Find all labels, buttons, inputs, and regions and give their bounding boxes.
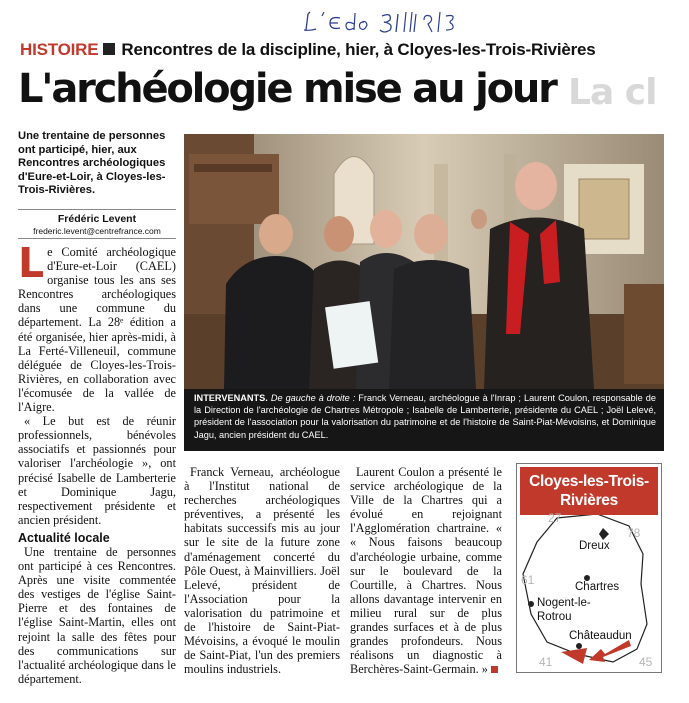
city-nogent-le-rotrou: Nogent-le-Rotrou bbox=[537, 597, 591, 623]
article-column-2 bbox=[184, 465, 340, 676]
city-chartres: Chartres bbox=[575, 581, 620, 593]
end-mark-icon bbox=[491, 666, 498, 673]
paragraph-2: « Le but est de réunir professionnels, bénévoles associatifs et passionnés pour valoriser l'archéologie », ont précisé Isabelle de Lamberterie et Dominique Jagu, respectivement présidente et ancien président. bbox=[18, 414, 176, 527]
author-email: frederic.levent@centrefrance.com bbox=[33, 226, 161, 236]
map-title: Cloyes-les-Trois-Rivières bbox=[520, 467, 658, 515]
article-column-3 bbox=[350, 465, 502, 676]
event-photo bbox=[184, 134, 664, 389]
paragraph-3: Une trentaine de personnes ont participé à ces Rencontres. Après une visite commentée des vestiges de l'église Saint-Pierre et des fontaines de l'église Saint-Martin, elles ont rejoint la salle des fêtes pour des communications sur l'actualité archéologique dans le département. bbox=[18, 544, 176, 686]
location-map bbox=[516, 463, 662, 673]
adjacent-headline-fragment: La cl bbox=[568, 72, 657, 113]
square-bullet-icon bbox=[103, 43, 115, 55]
byline bbox=[18, 213, 176, 236]
dept-number-27: 27 bbox=[548, 511, 562, 525]
dept-number-41: 41 bbox=[539, 655, 553, 669]
city-dreux: Dreux bbox=[579, 540, 610, 552]
handwritten-date-note bbox=[300, 8, 470, 38]
caption-text: Franck Verneau, archéologue à l'Inrap ; Laurent Coulon, responsable de la Direction de l'archéologie de Chartres Métropole ; Isabelle de Lamberterie, présidente du CAEL ; Joël Lelevé, président de l'association pour la valorisation du patrimoine et de l'histoire de Saint-Piat-Mévoisins, et Dominique Jagu, ancien président du CAEL. bbox=[194, 393, 656, 440]
chateaudun-marker bbox=[576, 643, 582, 649]
section-subhead: Actualité locale bbox=[18, 530, 110, 545]
city-chateaudun: Châteaudun bbox=[569, 630, 632, 642]
article-kicker bbox=[20, 40, 596, 60]
paragraph-1: e Comité archéologique d'Eure-et-Loir (CAEL) organise tous les ans ses Rencontres archéologiques dans une commune du département. La 28ᵉ édition a été organisée, hier après-midi, à La Ferté-Villeneuil, commune déléguée de Cloyes-les-Trois-Rivières, en collaboration avec l'écomusée de la vallée de l'Aigre. bbox=[18, 245, 176, 415]
dept-number-78: 78 bbox=[627, 526, 641, 540]
caption-label: INTERVENANTS. bbox=[194, 393, 268, 403]
drop-cap: L bbox=[18, 239, 45, 287]
kicker-subtitle: Rencontres de la discipline, hier, à Cloyes-les-Trois-Rivières bbox=[121, 40, 596, 59]
caption-direction: De gauche à droite : bbox=[270, 393, 356, 403]
photo-caption bbox=[184, 389, 664, 451]
category-label: HISTOIRE bbox=[20, 40, 99, 59]
article-column-1 bbox=[18, 239, 176, 686]
lead-divider bbox=[18, 209, 176, 210]
dept-number-45: 45 bbox=[639, 655, 653, 669]
article-lead: Une trentaine de personnes ont participé, hier, aux Rencontres archéologiques d'Eure-et-Loir, à Cloyes-les-Trois-Rivières. bbox=[18, 130, 166, 197]
cloyes-highlight bbox=[561, 648, 587, 664]
nogent-marker bbox=[528, 601, 534, 607]
column-3-text: Laurent Coulon a présenté le service archéologique de la Ville de la Chartres qui a évolué en rejoignant l'Agglomération chartraine. « « Nous faisons beaucoup d'archéologie urbaine, comme sur le boulevard de la Courtille, à Chartres. Nous allons davantage intervenir en milieu rural sur de plus grandes surfaces et à de plus grandes profondeurs. Nous réalisons un diagnostic à Berchères-Saint-Germain. » bbox=[350, 465, 502, 677]
author-name: Frédéric Levent bbox=[57, 213, 137, 225]
dept-number-61: 61 bbox=[521, 573, 535, 587]
article-headline: L'archéologie mise au jour bbox=[18, 66, 556, 112]
column-2-text: Franck Verneau, archéologue à l'Institut national de recherches archéologiques préventives, a présenté les habitats successifs mis au jour sur le site de la future zone d'aménagement concerté du Pôle Ouest, à Mainvilliers. Joël Lelevé, président de l'Association pour la valorisation du patrimoine et de l'histoire de Saint-Piat-Mévoisins, a évoqué le moulin de Saint-Piat, l'un des premiers moulins industriels. bbox=[184, 465, 340, 677]
